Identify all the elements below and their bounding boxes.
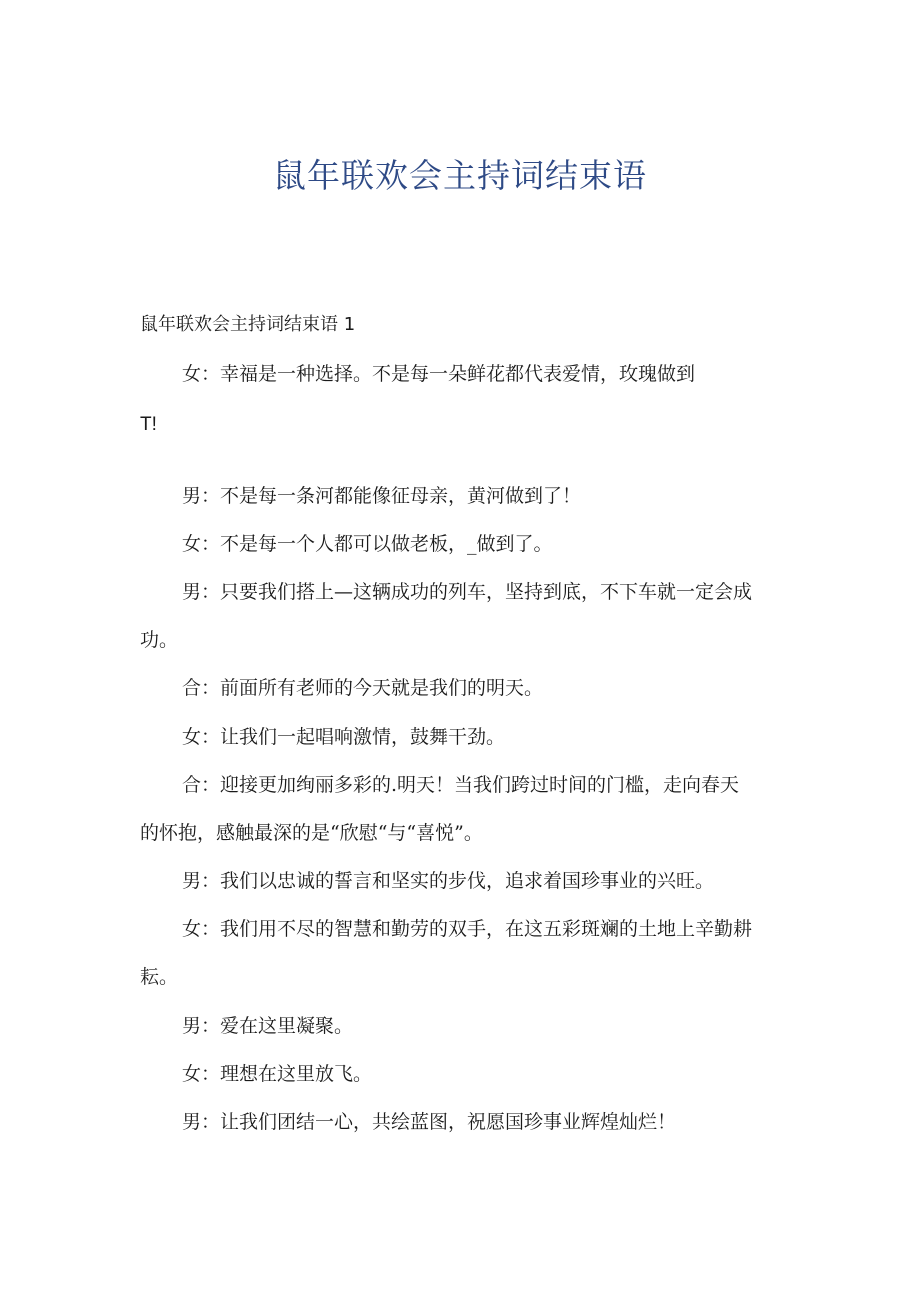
paragraph-line: 男：不是每一条河都能像征母亲，黄河做到了！ (182, 485, 582, 507)
paragraph-line: 女：我们用不尽的智慧和勤劳的双手，在这五彩斑斓的土地上辛勤耕 (182, 918, 753, 940)
paragraph-line: 的怀抱，感触最深的是“欣慰“与“喜悦”。 (140, 822, 483, 844)
paragraph-line: 合：前面所有老师的今天就是我们的明天。 (182, 677, 544, 699)
paragraph-line: 女：让我们一起唱响激情，鼓舞干劲。 (182, 726, 506, 748)
paragraph-line: 女：幸福是一种选择。不是每一朵鲜花都代表爱情，玫瑰做到 (182, 363, 696, 385)
paragraph-line: 女：理想在这里放飞。 (182, 1063, 373, 1085)
paragraph-line: 男：我们以忠诚的誓言和坚实的步伐，追求着国珍事业的兴旺。 (182, 870, 715, 892)
paragraph-line: 男：让我们团结一心，共绘蓝图，祝愿国珍事业辉煌灿烂！ (182, 1111, 677, 1133)
paragraph-line: 耘。 (140, 966, 179, 988)
paragraph-line: T! (140, 414, 157, 435)
paragraph-line: 合：迎接更加绚丽多彩的.明天！当我们跨过时间的门槛，走向春天 (182, 774, 740, 796)
section-heading: 鼠年联欢会主持词结束语 1 (140, 314, 356, 335)
paragraph-line: 功。 (140, 629, 179, 651)
paragraph-line: 男：爱在这里凝聚。 (182, 1015, 354, 1037)
paragraph-line: 女：不是每一个人都可以做老板，_做到了。 (182, 533, 553, 555)
paragraph-line: 男：只要我们搭上—这辆成功的列车，坚持到底，不下车就一定会成 (182, 581, 753, 603)
page-title: 鼠年联欢会主持词结束语 (273, 156, 647, 195)
